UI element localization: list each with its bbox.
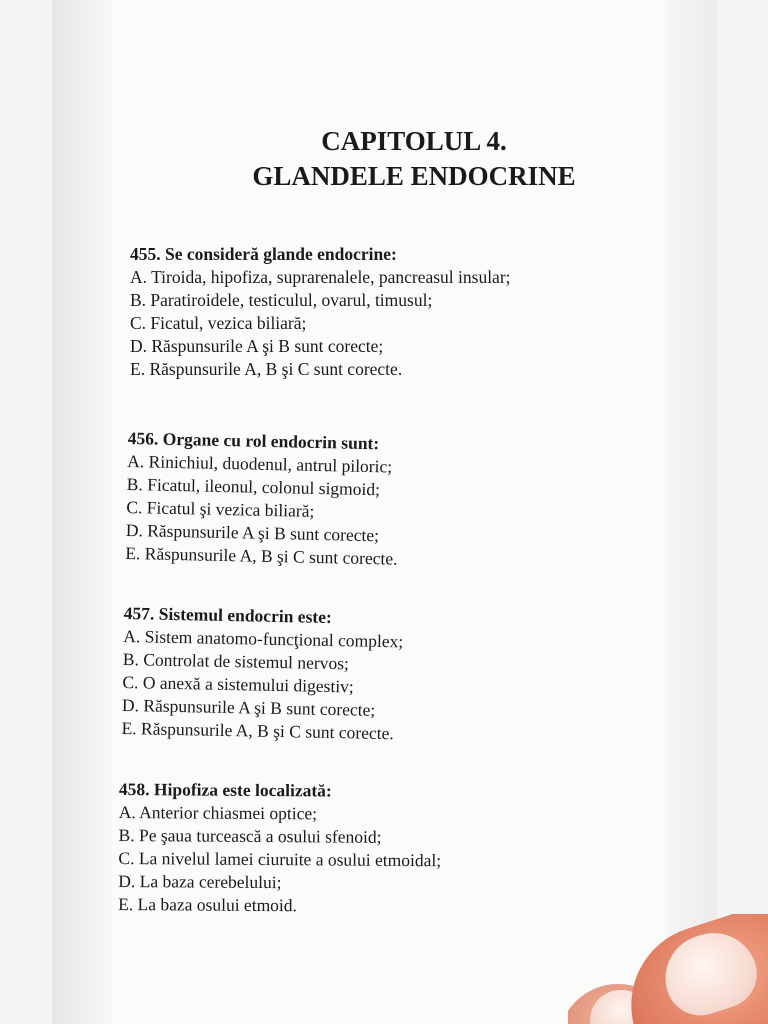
option-d: D. Răspunsurile A şi B sunt corecte; bbox=[121, 694, 376, 720]
option-d: D. Răspunsurile A şi B sunt corecte; bbox=[130, 336, 384, 356]
chapter-name: GLANDELE ENDOCRINE bbox=[252, 161, 576, 191]
option-d: D. La baza cerebelului; bbox=[118, 870, 282, 893]
option-b: B. Paratiroidele, testiculul, ovarul, timusul; bbox=[130, 290, 433, 310]
question-text: Se consideră glande endocrine: bbox=[165, 244, 397, 264]
option-b: B. Pe şaua turcească a osului sfenoid; bbox=[118, 824, 382, 847]
question-458 bbox=[118, 778, 442, 918]
question-457 bbox=[121, 602, 404, 745]
question-text: Hipofiza este localizată: bbox=[153, 779, 332, 801]
option-c: C. Ficatul şi vezica biliară; bbox=[126, 496, 315, 521]
question-number: 456. bbox=[127, 427, 159, 449]
option-d: D. Răspunsurile A şi B sunt corecte; bbox=[125, 519, 380, 546]
option-a: A. Tiroida, hipofiza, suprarenalele, pancreasul insular; bbox=[130, 267, 511, 287]
option-e: E. La baza osului etmoid. bbox=[118, 893, 298, 916]
option-b: B. Ficatul, ileonul, colonul sigmoid; bbox=[126, 473, 381, 500]
fingertip-image bbox=[568, 914, 768, 1024]
option-c: C. La nivelul lamei ciuruite a osului etmoidal; bbox=[118, 847, 442, 871]
option-a: A. Anterior chiasmei optice; bbox=[118, 801, 318, 824]
question-text: Sistemul endocrin este: bbox=[158, 603, 332, 627]
option-e: E. Răspunsurile A, B şi C sunt corecte. bbox=[121, 717, 394, 744]
option-c: C. O anexă a sistemului digestiv; bbox=[122, 671, 354, 697]
question-heading bbox=[119, 778, 442, 803]
option-a: A. Rinichiul, duodenul, antrul piloric; bbox=[127, 450, 393, 477]
question-heading bbox=[130, 243, 511, 266]
question-number: 455. bbox=[130, 244, 161, 264]
option-e: E. Răspunsurile A, B şi C sunt corecte. bbox=[125, 542, 398, 569]
question-number: 458. bbox=[118, 779, 150, 800]
question-455 bbox=[130, 243, 511, 381]
question-text: Organe cu rol endocrin sunt: bbox=[162, 428, 380, 454]
option-a: A. Sistem anatomo-funcţional complex; bbox=[123, 625, 404, 652]
chapter-title bbox=[0, 124, 768, 194]
option-e: E. Răspunsurile A, B şi C sunt corecte. bbox=[130, 359, 403, 379]
question-456 bbox=[125, 427, 400, 571]
option-b: B. Controlat de sistemul nervos; bbox=[122, 648, 350, 674]
question-number: 457. bbox=[123, 602, 155, 624]
chapter-number: CAPITOLUL 4. bbox=[321, 126, 507, 156]
option-c: C. Ficatul, vezica biliară; bbox=[130, 313, 307, 333]
